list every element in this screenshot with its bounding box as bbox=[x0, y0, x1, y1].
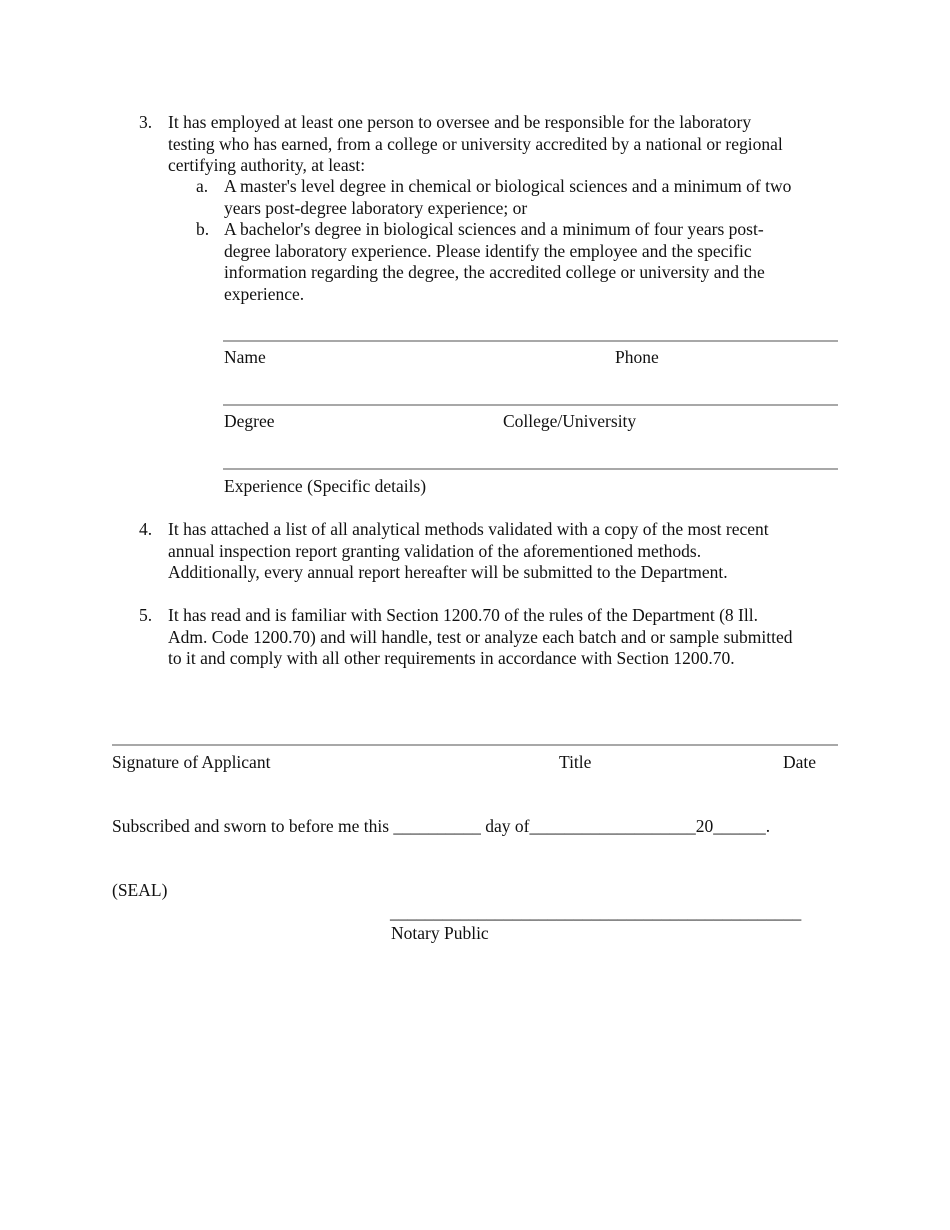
item-4-line: annual inspection report granting validation of the aforementioned methods. bbox=[168, 540, 702, 561]
item-5-line: to it and comply with all other requirements in accordance with Section 1200.70. bbox=[168, 648, 735, 668]
item-3b-letter: b. bbox=[196, 219, 210, 239]
item-4-line: Additionally, every annual report hereafter will be submitted to the Department. bbox=[168, 562, 728, 582]
item-3-line: certifying authority, at least: bbox=[168, 155, 366, 175]
item-3a-text bbox=[224, 176, 791, 219]
item-3b-line: degree laboratory experience. Please identify the employee and the specific bbox=[224, 240, 752, 261]
date-label: Date bbox=[783, 752, 817, 772]
signature-rule bbox=[112, 744, 838, 746]
item-3b-line: experience. bbox=[224, 283, 305, 304]
item-3a-line: A master's level degree in chemical or biological sciences and a minimum of two bbox=[224, 176, 792, 196]
name-label: Name bbox=[224, 347, 266, 367]
item-3-line: testing who has earned, from a college or university accredited by a national or regional bbox=[168, 133, 783, 154]
item-3-text bbox=[168, 112, 783, 177]
title-label: Title bbox=[559, 752, 592, 772]
phone-label: Phone bbox=[615, 347, 659, 367]
item-3a-line: years post-degree laboratory experience; or bbox=[224, 197, 528, 218]
item-5-text bbox=[168, 605, 792, 670]
experience-rule bbox=[223, 468, 838, 470]
college-label: College/University bbox=[503, 411, 637, 431]
item-5-line: It has read and is familiar with Section 1200.70 of the rules of the Department (8 Ill. bbox=[168, 605, 758, 625]
item-4-line: It has attached a list of all analytical methods validated with a copy of the most recent bbox=[168, 519, 769, 539]
item-3-number: 3. bbox=[139, 112, 153, 132]
signature-label: Signature of Applicant bbox=[112, 752, 271, 772]
degree-college-rule bbox=[223, 404, 838, 406]
item-4-text bbox=[168, 519, 769, 584]
notary-public-label: Notary Public bbox=[391, 923, 489, 943]
item-3-line: It has employed at least one person to oversee and be responsible for the laboratory bbox=[168, 112, 752, 132]
item-3a-letter: a. bbox=[196, 176, 209, 196]
sworn-statement: Subscribed and sworn to before me this __________ day of___________________20______. bbox=[112, 816, 771, 836]
seal-label: (SEAL) bbox=[112, 880, 168, 900]
item-3b-text bbox=[224, 219, 765, 305]
experience-label: Experience (Specific details) bbox=[224, 476, 427, 496]
degree-label: Degree bbox=[224, 411, 275, 431]
name-phone-rule bbox=[223, 340, 838, 342]
item-3b-line: information regarding the degree, the accredited college or university and the bbox=[224, 262, 765, 282]
item-5-line: Adm. Code 1200.70) and will handle, test or analyze each batch and or sample submitted bbox=[168, 626, 793, 647]
item-3b-line: A bachelor's degree in biological sciences and a minimum of four years post- bbox=[224, 219, 764, 239]
item-4-number: 4. bbox=[139, 519, 153, 539]
item-5-number: 5. bbox=[139, 605, 153, 625]
notary-signature-line: _______________________________________________ bbox=[390, 902, 802, 922]
